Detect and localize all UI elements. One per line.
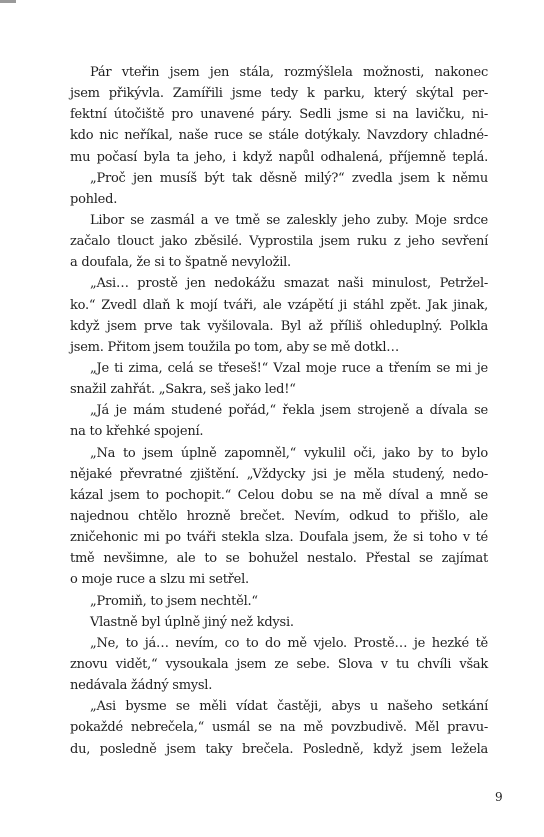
text-line: jsem. Přitom jsem toužila po tom, aby se mě dotkl… [70,339,399,355]
text-line: „Já je mám studené pořád,“ řekla jsem strojeně a dívala se [90,403,488,419]
text-line: „Asi bysme se měli vídat častěji, abys u našeho setkání [90,699,488,715]
text-line: „Promiň, to jsem nechtěl.“ [90,593,258,609]
text-line: kdo nic neříkal, naše ruce se stále dotýkaly. Navzdory chladné- [70,128,488,144]
text-line: začalo tlouct jako zběsilé. Vyprostila jsem ruku z jeho sevření [70,234,488,250]
text-line: du, posledně jsem taky brečela. Posledně, když jsem ležela [70,741,488,757]
text-line: nějaké převratné zjištění. „Vždycky jsi je měla studený, nedo- [70,466,488,482]
body-text [70,62,488,760]
text-line: tmě nevšimne, ale to se bohužel nestalo. Přestal se zajímat [70,551,488,567]
text-line: znovu vidět,“ vysoukala jsem ze sebe. Slova v tu chvíli však [70,656,488,672]
text-line: Vlastně byl úplně jiný než kdysi. [90,614,294,630]
text-line: na to křehké spojení. [70,424,204,440]
text-line: pokaždé nebrečela,“ usmál se na mě povzbudivě. Měl pravu- [70,720,488,736]
text-line: Libor se zasmál a ve tmě se zaleskly jeho zuby. Moje srdce [90,212,488,228]
text-line: „Je ti zima, celá se třeseš!“ Vzal moje ruce a třením se mi je [90,360,488,376]
text-line: fektní útočiště pro unavené páry. Sedli jsme si na lavičku, ni- [70,107,488,123]
text-line: pohled. [70,191,118,207]
text-line: „Na to jsem úplně zapomněl,“ vykulil oči, jako by to bylo [90,445,488,461]
text-line: Pár vteřin jsem jen stála, rozmýšlela možnosti, nakonec [90,65,488,80]
text-line: mu počasí byla ta jeho, i když napůl odhalená, příjemně teplá. [70,149,488,165]
text-line: „Ne, to já… nevím, co to do mě vjelo. Prostě… je hezké tě [90,635,488,651]
text-line: o moje ruce a slzu mi setřel. [70,572,249,588]
text-line: a doufala, že si to špatně nevyložil. [70,255,291,271]
text-line: jsem přikývla. Zamířili jsme tedy k parku, který skýtal per- [70,86,488,102]
text-line: „Proč jen musíš být tak děsně milý?“ zvedla jsem k němu [90,170,488,186]
text-line: „Asi… prostě jen nedokážu smazat naši minulost, Petržel- [90,276,488,292]
corner-mark [0,0,16,3]
page-number: 9 [495,790,503,804]
text-line: najednou chtělo hrozně brečet. Nevím, odkud to přišlo, ale [70,508,488,524]
text-line: když jsem prve tak vyšilovala. Byl až příliš ohleduplný. Polkla [70,318,488,334]
text-line: snažil zahřát. „Sakra, seš jako led!“ [70,382,296,398]
text-line: nedávala žádný smysl. [70,678,213,694]
text-line: ko.“ Zvedl dlaň k mojí tváři, ale vzápětí ji stáhl zpět. Jak jinak, [70,297,488,313]
text-line: kázal jsem to pochopit.“ Celou dobu se na mě díval a mně se [70,487,488,503]
text-line: zničehonic mi po tváři stekla slza. Doufala jsem, že si toho v té [70,530,488,546]
